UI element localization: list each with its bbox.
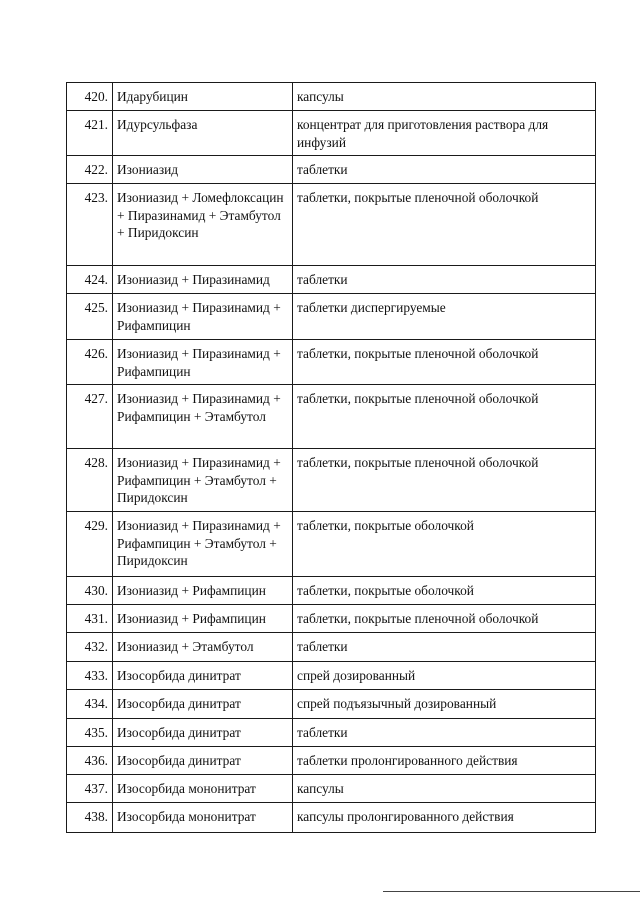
table-row xyxy=(67,633,596,662)
row-number: 434. xyxy=(67,690,113,719)
table-row xyxy=(67,294,596,340)
row-number: 425. xyxy=(67,294,113,340)
table-row xyxy=(67,577,596,605)
footer-divider xyxy=(383,891,640,892)
drug-name: Изосорбида динитрат xyxy=(113,690,293,719)
drug-name: Изониазид + Рифампицин xyxy=(113,577,293,605)
dosage-form: спрей дозированный xyxy=(293,662,596,690)
drug-name: Идарубицин xyxy=(113,83,293,111)
drug-name: Изосорбида мононитрат xyxy=(113,803,293,833)
dosage-form: таблетки, покрытые оболочкой xyxy=(293,512,596,577)
dosage-form: таблетки xyxy=(293,156,596,184)
dosage-form: спрей подъязычный дозированный xyxy=(293,690,596,719)
dosage-form: капсулы пролонгированного действия xyxy=(293,803,596,833)
drug-name: Изониазид + Пиразинамид + Рифампицин + Этамбутол + Пиридоксин xyxy=(113,449,293,512)
row-number: 437. xyxy=(67,775,113,803)
dosage-form: концентрат для приготовления раствора для инфузий xyxy=(293,111,596,156)
table-row xyxy=(67,156,596,184)
row-number: 424. xyxy=(67,266,113,294)
row-number: 427. xyxy=(67,385,113,449)
drug-name: Изосорбида динитрат xyxy=(113,719,293,747)
table-row xyxy=(67,449,596,512)
row-number: 421. xyxy=(67,111,113,156)
dosage-form: таблетки, покрытые пленочной оболочкой xyxy=(293,340,596,385)
row-number: 432. xyxy=(67,633,113,662)
table-row xyxy=(67,605,596,633)
dosage-form: таблетки пролонгированного действия xyxy=(293,747,596,775)
table-row xyxy=(67,340,596,385)
table-row xyxy=(67,719,596,747)
table-row xyxy=(67,512,596,577)
drug-name: Изониазид + Ломефлоксацин + Пиразинамид + Этамбутол + Пиридоксин xyxy=(113,184,293,266)
table-row xyxy=(67,83,596,111)
dosage-form: таблетки xyxy=(293,719,596,747)
table-row xyxy=(67,266,596,294)
medication-table xyxy=(66,82,596,833)
dosage-form: таблетки, покрытые оболочкой xyxy=(293,577,596,605)
table-row xyxy=(67,385,596,449)
drug-name: Изониазид xyxy=(113,156,293,184)
drug-name: Изониазид + Пиразинамид + Рифампицин xyxy=(113,294,293,340)
table-row xyxy=(67,184,596,266)
drug-name: Изониазид + Рифампицин xyxy=(113,605,293,633)
drug-name: Изониазид + Пиразинамид + Рифампицин + Этамбутол xyxy=(113,385,293,449)
drug-name: Идурсульфаза xyxy=(113,111,293,156)
dosage-form: таблетки, покрытые пленочной оболочкой xyxy=(293,605,596,633)
row-number: 429. xyxy=(67,512,113,577)
table-row xyxy=(67,775,596,803)
table-row xyxy=(67,747,596,775)
row-number: 422. xyxy=(67,156,113,184)
row-number: 438. xyxy=(67,803,113,833)
row-number: 433. xyxy=(67,662,113,690)
dosage-form: капсулы xyxy=(293,775,596,803)
dosage-form: таблетки, покрытые пленочной оболочкой xyxy=(293,385,596,449)
row-number: 426. xyxy=(67,340,113,385)
drug-name: Изосорбида динитрат xyxy=(113,662,293,690)
drug-name: Изониазид + Пиразинамид xyxy=(113,266,293,294)
dosage-form: таблетки xyxy=(293,266,596,294)
row-number: 435. xyxy=(67,719,113,747)
row-number: 428. xyxy=(67,449,113,512)
row-number: 436. xyxy=(67,747,113,775)
table-row xyxy=(67,662,596,690)
row-number: 431. xyxy=(67,605,113,633)
row-number: 423. xyxy=(67,184,113,266)
drug-name: Изосорбида динитрат xyxy=(113,747,293,775)
dosage-form: таблетки, покрытые пленочной оболочкой xyxy=(293,184,596,266)
dosage-form: таблетки xyxy=(293,633,596,662)
dosage-form: капсулы xyxy=(293,83,596,111)
table-body xyxy=(67,83,596,833)
drug-name: Изониазид + Этамбутол xyxy=(113,633,293,662)
table-row xyxy=(67,803,596,833)
dosage-form: таблетки диспергируемые xyxy=(293,294,596,340)
drug-name: Изосорбида мононитрат xyxy=(113,775,293,803)
table-row xyxy=(67,690,596,719)
table-row xyxy=(67,111,596,156)
row-number: 420. xyxy=(67,83,113,111)
drug-name: Изониазид + Пиразинамид + Рифампицин xyxy=(113,340,293,385)
row-number: 430. xyxy=(67,577,113,605)
dosage-form: таблетки, покрытые пленочной оболочкой xyxy=(293,449,596,512)
drug-name: Изониазид + Пиразинамид + Рифампицин + Этамбутол + Пиридоксин xyxy=(113,512,293,577)
